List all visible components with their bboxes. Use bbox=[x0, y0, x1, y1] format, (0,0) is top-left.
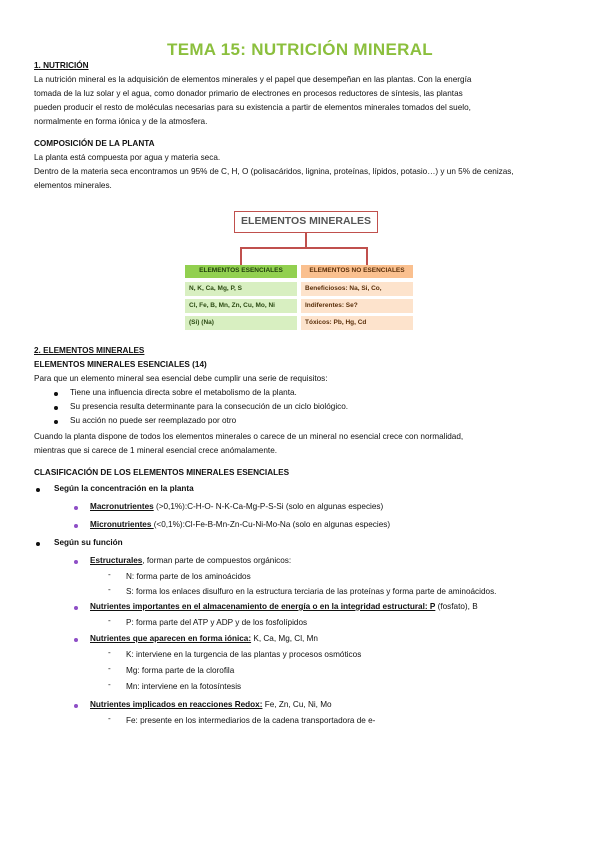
structural-text: , forman parte de compuestos orgánicos: bbox=[142, 556, 292, 565]
bullet-icon bbox=[74, 560, 78, 564]
sub-item: Mg: forma parte de la clorofila bbox=[126, 666, 235, 675]
micronutrients-text: (<0,1%):Cl-Fe-B-Mn-Zn-Cu-Ni-Mo-Na (solo en algunas especies) bbox=[153, 520, 391, 529]
sub-item: N: forma parte de los aminoácidos bbox=[126, 572, 251, 581]
essential-row: Cl, Fe, B, Mn, Zn, Cu, Mo, Ni bbox=[185, 299, 297, 313]
dash-icon: - bbox=[108, 680, 111, 689]
diagram-title: ELEMENTOS MINERALES bbox=[234, 211, 378, 233]
bullet-icon bbox=[74, 506, 78, 510]
requirement-item: Su presencia resulta determinante para la consecución de un ciclo biológico. bbox=[70, 402, 349, 411]
classification-by-concentration: Según la concentración en la planta bbox=[54, 484, 194, 493]
micronutrients-item bbox=[90, 519, 390, 531]
dash-icon: - bbox=[108, 714, 111, 723]
requirement-item: Tiene una influencia directa sobre el metabolismo de la planta. bbox=[70, 388, 297, 397]
paragraph-line: La planta está compuesta por agua y materia seca. bbox=[34, 153, 221, 162]
bullet-icon bbox=[36, 542, 40, 546]
macronutrients-text: (>0,1%):C-H-O- N-K-Ca-Mg-P-S-Si (solo en algunas especies) bbox=[153, 502, 384, 511]
subheading-esenciales: ELEMENTOS MINERALES ESENCIALES (14) bbox=[34, 360, 207, 369]
paragraph-line: pueden producir el resto de moléculas necesarias para su existencia a partir de elementos minerales tomados del suelo, bbox=[34, 103, 471, 112]
micronutrients-label: Micronutrientes bbox=[90, 520, 154, 529]
non-essential-row: Tóxicos: Pb, Hg, Cd bbox=[301, 316, 413, 330]
bullet-icon bbox=[74, 606, 78, 610]
dash-icon: - bbox=[108, 664, 111, 673]
classification-by-function: Según su función bbox=[54, 538, 123, 547]
bullet-icon bbox=[74, 524, 78, 528]
redox-label: Nutrientes implicados en reacciones Redox: bbox=[90, 700, 263, 709]
dash-icon: - bbox=[108, 616, 111, 625]
paragraph-line: normalmente en forma iónica y de la atmosfera. bbox=[34, 117, 208, 126]
paragraph-line: La nutrición mineral es la adquisición de elementos minerales y el papel que desempeñan en las plantas. Con la energía bbox=[34, 75, 472, 84]
bullet-icon bbox=[54, 420, 58, 424]
sub-item: Mn: interviene en la fotosíntesis bbox=[126, 682, 242, 691]
paragraph-line: Para que un elemento mineral sea esencial debe cumplir una serie de requisitos: bbox=[34, 374, 328, 383]
essential-header: ELEMENTOS ESENCIALES bbox=[185, 265, 297, 278]
connector-line bbox=[366, 247, 368, 265]
dash-icon: - bbox=[108, 585, 111, 594]
essential-row: (Si) (Na) bbox=[185, 316, 297, 330]
ionic-item bbox=[90, 633, 318, 645]
paragraph-line: elementos minerales. bbox=[34, 181, 112, 190]
bullet-icon bbox=[54, 392, 58, 396]
bullet-icon bbox=[54, 406, 58, 410]
bullet-icon bbox=[74, 638, 78, 642]
section-heading-nutricion: 1. NUTRICIÓN bbox=[34, 61, 89, 70]
macronutrients-item bbox=[90, 501, 383, 513]
section-heading-elementos: 2. ELEMENTOS MINERALES bbox=[34, 346, 145, 355]
paragraph-line: Cuando la planta dispone de todos los elementos minerales o carece de un mineral no esencial crece con normalidad, bbox=[34, 432, 464, 441]
subheading-composicion: COMPOSICIÓN DE LA PLANTA bbox=[34, 139, 155, 148]
bullet-icon bbox=[74, 704, 78, 708]
storage-item bbox=[90, 601, 478, 613]
sub-item: P: forma parte del ATP y ADP y de los fosfolípidos bbox=[126, 618, 308, 627]
essential-row: N, K, Ca, Mg, P, S bbox=[185, 282, 297, 296]
connector-line bbox=[305, 233, 307, 247]
ionic-text: K, Ca, Mg, Cl, Mn bbox=[251, 634, 318, 643]
macronutrients-label: Macronutrientes bbox=[90, 502, 154, 511]
paragraph-line: Dentro de la materia seca encontramos un 95% de C, H, O (polisacáridos, lignina, proteínas, lípidos, potasio…) y un 5% de cenizas, bbox=[34, 167, 514, 176]
storage-label: Nutrientes importantes en el almacenamiento de energía o en la integridad estructural: P bbox=[90, 602, 436, 611]
paragraph-line: tomada de la luz solar y el agua, como donador primario de electrones en procesos reductores de síntesis, las plantas bbox=[34, 89, 463, 98]
storage-text: (fosfato), B bbox=[435, 602, 478, 611]
connector-line bbox=[240, 247, 242, 265]
non-essential-header: ELEMENTOS NO ESENCIALES bbox=[301, 265, 413, 278]
connector-line bbox=[240, 247, 367, 249]
sub-item: K: interviene en la turgencia de las plantas y procesos osmóticos bbox=[126, 650, 362, 659]
subheading-clasificacion: CLASIFICACIÓN DE LOS ELEMENTOS MINERALES ESENCIALES bbox=[34, 468, 290, 477]
non-essential-row: Beneficiosos: Na, Si, Co, bbox=[301, 282, 413, 296]
sub-item: S: forma los enlaces disulfuro en la estructura terciaria de las proteínas y forma parte de aminoácidos. bbox=[126, 587, 497, 596]
dash-icon: - bbox=[108, 570, 111, 579]
page-title: TEMA 15: NUTRICIÓN MINERAL bbox=[167, 40, 433, 59]
paragraph-line: mientras que si carece de 1 mineral esencial crece anómalamente. bbox=[34, 446, 278, 455]
dash-icon: - bbox=[108, 648, 111, 657]
redox-item bbox=[90, 699, 332, 711]
ionic-label: Nutrientes que aparecen en forma iónica: bbox=[90, 634, 252, 643]
sub-item: Fe: presente en los intermediarios de la cadena transportadora de e- bbox=[126, 716, 376, 725]
requirement-item: Su acción no puede ser reemplazado por otro bbox=[70, 416, 237, 425]
structural-label: Estructurales bbox=[90, 556, 143, 565]
non-essential-row: Indiferentes: Se? bbox=[301, 299, 413, 313]
redox-text: Fe, Zn, Cu, Ni, Mo bbox=[262, 700, 332, 709]
structural-item bbox=[90, 555, 291, 567]
bullet-icon bbox=[36, 488, 40, 492]
